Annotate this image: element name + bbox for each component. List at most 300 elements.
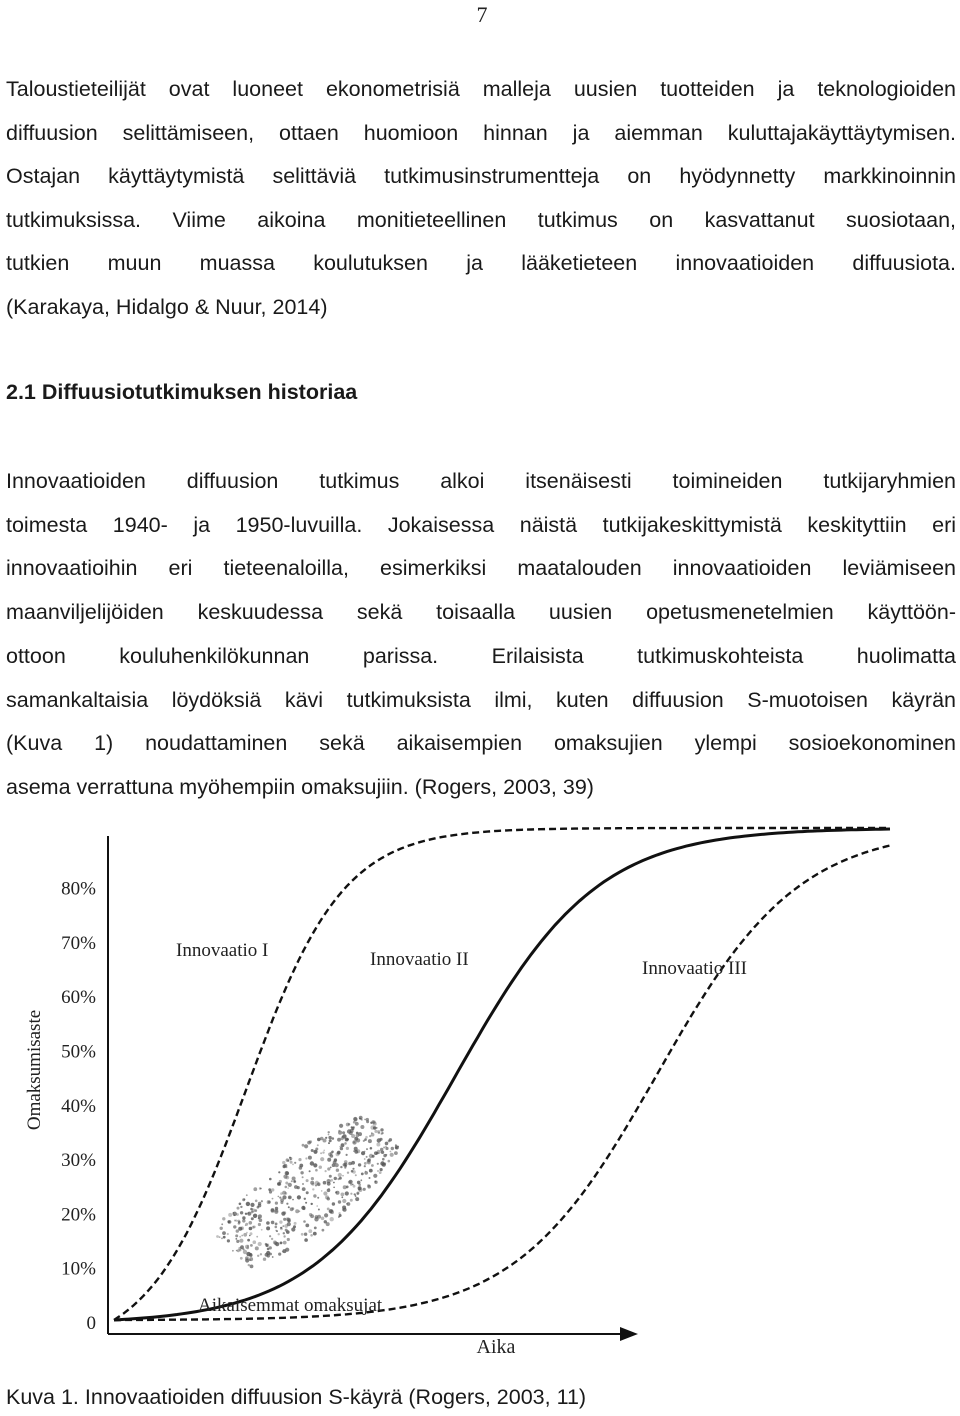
scatter-dot bbox=[325, 1195, 329, 1199]
scatter-dot bbox=[328, 1131, 330, 1133]
x-axis-label: Aika bbox=[476, 1336, 516, 1358]
curves-group bbox=[114, 828, 890, 1320]
scatter-dot bbox=[383, 1154, 386, 1157]
scatter-dot bbox=[280, 1227, 282, 1229]
scatter-dot bbox=[341, 1196, 343, 1198]
scatter-dot bbox=[395, 1144, 397, 1146]
scatter-dot bbox=[348, 1123, 350, 1125]
scatter-dot bbox=[390, 1151, 392, 1153]
y-tick-label: 0 bbox=[86, 1313, 96, 1334]
scatter-dot bbox=[381, 1133, 383, 1135]
scatter-dot bbox=[360, 1125, 364, 1129]
scatter-dot bbox=[272, 1198, 274, 1200]
scatter-dot bbox=[341, 1193, 345, 1197]
scatter-dot bbox=[321, 1217, 325, 1221]
scatter-dot bbox=[327, 1158, 331, 1162]
scatter-dot bbox=[237, 1207, 240, 1210]
scatter-dot bbox=[267, 1200, 271, 1204]
scatter-dot bbox=[347, 1129, 351, 1133]
s-curve-chart bbox=[8, 808, 914, 1372]
scatter-dot bbox=[291, 1180, 293, 1182]
scatter-dot bbox=[278, 1196, 280, 1198]
scatter-dot bbox=[286, 1217, 290, 1221]
scatter-dot bbox=[327, 1189, 331, 1193]
scatter-dot bbox=[335, 1191, 337, 1193]
scatter-dot bbox=[369, 1169, 373, 1173]
scatter-dot bbox=[216, 1235, 219, 1238]
scatter-dot bbox=[268, 1188, 271, 1191]
scatter-dot bbox=[305, 1157, 307, 1159]
y-tick-label: 30% bbox=[61, 1150, 96, 1172]
scatter-dot bbox=[323, 1150, 325, 1152]
scatter-dot bbox=[376, 1143, 380, 1147]
scatter-dot bbox=[302, 1144, 305, 1147]
scatter-dot bbox=[353, 1117, 357, 1121]
scatter-dot bbox=[235, 1238, 237, 1240]
scatter-dot bbox=[263, 1258, 266, 1261]
scatter-dot bbox=[219, 1236, 221, 1238]
text-line: asema verrattuna myöhempiin omaksujiin. (Rogers, 2003, 39) bbox=[6, 774, 594, 799]
scatter-dot bbox=[315, 1185, 317, 1187]
x-axis-arrow-icon bbox=[620, 1327, 638, 1341]
scatter-dot bbox=[322, 1151, 324, 1153]
scatter-dot bbox=[366, 1118, 369, 1121]
scatter-dot bbox=[275, 1207, 278, 1210]
scatter-dot bbox=[365, 1136, 368, 1139]
scatter-dot bbox=[352, 1170, 356, 1174]
paragraph-history bbox=[6, 460, 956, 810]
scatter-dot bbox=[227, 1233, 229, 1235]
scatter-dot bbox=[342, 1199, 346, 1203]
y-tick-label: 80% bbox=[61, 878, 96, 900]
scatter-dot bbox=[285, 1186, 288, 1189]
scatter-dot bbox=[328, 1134, 330, 1136]
scatter-dot bbox=[250, 1208, 253, 1211]
scatter-dot bbox=[250, 1244, 253, 1247]
scatter-dot bbox=[381, 1151, 384, 1154]
scatter-dot bbox=[258, 1214, 262, 1218]
scatter-dot bbox=[331, 1209, 333, 1211]
scatter-dot bbox=[333, 1187, 335, 1189]
scatter-dot bbox=[241, 1235, 243, 1237]
scatter-dot bbox=[250, 1265, 254, 1269]
scatter-dot bbox=[337, 1178, 339, 1180]
curve-1 bbox=[114, 828, 890, 1320]
scatter-dot bbox=[338, 1200, 341, 1203]
scatter-dot bbox=[266, 1226, 270, 1230]
scatter-dot bbox=[282, 1195, 286, 1199]
scatter-dot bbox=[385, 1142, 389, 1146]
scatter-dot bbox=[329, 1139, 332, 1142]
scatter-dot bbox=[346, 1186, 349, 1189]
scatter-dot bbox=[253, 1187, 257, 1191]
scatter-dot bbox=[308, 1229, 312, 1233]
scatter-dot bbox=[325, 1137, 327, 1139]
scatter-dot bbox=[260, 1253, 262, 1255]
scatter-dot bbox=[350, 1199, 353, 1202]
scatter-dot bbox=[292, 1164, 294, 1166]
scatter-dot bbox=[339, 1124, 343, 1128]
scatter-dot bbox=[223, 1236, 226, 1239]
scatter-dot bbox=[239, 1236, 241, 1238]
scatter-dot bbox=[347, 1139, 349, 1141]
scatter-dot bbox=[347, 1172, 349, 1174]
scatter-dot bbox=[388, 1160, 391, 1163]
scatter-dot bbox=[364, 1165, 366, 1167]
scatter-dot bbox=[240, 1206, 242, 1208]
scatter-dot bbox=[323, 1181, 327, 1185]
y-tick-label: 20% bbox=[61, 1204, 96, 1226]
scatter-dot bbox=[278, 1253, 281, 1256]
scatter-dot bbox=[282, 1249, 286, 1253]
scatter-dot bbox=[283, 1235, 285, 1237]
scatter-dot bbox=[255, 1200, 258, 1203]
scatter-dot bbox=[275, 1202, 278, 1205]
scatter-dot bbox=[304, 1144, 308, 1148]
scatter-dot bbox=[366, 1156, 368, 1158]
scatter-dot bbox=[247, 1239, 250, 1242]
scatter-dot bbox=[361, 1119, 363, 1121]
scatter-dot bbox=[290, 1161, 293, 1164]
scatter-dot bbox=[332, 1163, 336, 1167]
scatter-dot bbox=[380, 1128, 383, 1131]
scatter-dot bbox=[377, 1170, 379, 1172]
scatter-dot bbox=[247, 1245, 249, 1247]
scatter-dot bbox=[337, 1151, 341, 1155]
scatter-dot bbox=[313, 1232, 317, 1236]
text-line: innovaatioihin eri tieteenaloilla, esimerkiksi maatalouden innovaatioiden leviämiseen bbox=[6, 556, 956, 581]
scatter-dot bbox=[304, 1198, 306, 1200]
scatter-dot bbox=[245, 1256, 249, 1260]
scatter-dot bbox=[285, 1182, 288, 1185]
scatter-dot bbox=[242, 1216, 245, 1219]
scatter-dot bbox=[380, 1168, 383, 1171]
scatter-dot bbox=[319, 1166, 322, 1169]
scatter-dot bbox=[297, 1195, 301, 1199]
scatter-dot bbox=[249, 1221, 253, 1225]
scatter-dot bbox=[287, 1187, 289, 1189]
scatter-dot bbox=[354, 1193, 356, 1195]
scatter-dot bbox=[391, 1147, 394, 1150]
scatter-dot bbox=[338, 1130, 340, 1132]
scatter-dot bbox=[369, 1135, 371, 1137]
scatter-dot bbox=[353, 1150, 355, 1152]
scatter-dot bbox=[278, 1171, 280, 1173]
scatter-dot bbox=[302, 1187, 306, 1191]
scatter-dot bbox=[303, 1220, 306, 1223]
scatter-dot bbox=[284, 1164, 288, 1168]
scatter-dot bbox=[240, 1226, 244, 1230]
text-line: Taloustieteilijät ovat luoneet ekonometrisiä malleja uusien tuotteiden ja teknologioiden bbox=[6, 77, 956, 101]
scatter-dot bbox=[311, 1177, 314, 1180]
scatter-dot bbox=[255, 1209, 258, 1212]
text-line: ottoon kouluhenkilökunnan parissa. Erilaisista tutkimuskohteista huolimatta bbox=[6, 643, 956, 668]
scatter-dot bbox=[275, 1226, 278, 1229]
scatter-dot bbox=[269, 1235, 271, 1237]
scatter-dot bbox=[328, 1136, 331, 1139]
scatter-dot bbox=[389, 1138, 392, 1141]
scatter-dot bbox=[279, 1197, 281, 1199]
text-line: tutkimuksissa. Viime aikoina monitieteellinen tutkimus on kasvattanut suosiotaan, bbox=[6, 207, 956, 232]
scatter-dot bbox=[373, 1122, 377, 1126]
scatter-dot bbox=[239, 1203, 242, 1206]
scatter-dot bbox=[259, 1218, 263, 1222]
text-line: (Kuva 1) noudattaminen sekä aikaisempien omaksujien ylempi sosioekonominen bbox=[6, 731, 956, 756]
scatter-dot bbox=[258, 1223, 261, 1226]
scatter-dot bbox=[253, 1240, 257, 1244]
scatter-dot bbox=[269, 1246, 272, 1249]
scatter-dot bbox=[394, 1151, 398, 1155]
scatter-dot bbox=[235, 1234, 238, 1237]
scatter-dot bbox=[310, 1214, 314, 1218]
scatter-dot bbox=[228, 1213, 232, 1217]
scatter-dot bbox=[294, 1185, 298, 1189]
scatter-dot bbox=[279, 1220, 282, 1223]
scatter-dot bbox=[221, 1223, 223, 1225]
scatter-dot bbox=[313, 1150, 317, 1154]
scatter-dot bbox=[369, 1154, 373, 1158]
scatter-dot bbox=[290, 1159, 292, 1161]
scatter-dot bbox=[245, 1213, 247, 1215]
scatter-dot bbox=[350, 1193, 352, 1195]
scatter-dot bbox=[311, 1149, 314, 1152]
scatter-dot bbox=[306, 1191, 309, 1194]
scatter-dot bbox=[294, 1162, 296, 1164]
scatter-dot bbox=[301, 1233, 304, 1236]
paragraph-intro bbox=[6, 68, 956, 329]
scatter-dot bbox=[340, 1166, 342, 1168]
scatter-dot bbox=[364, 1119, 366, 1121]
scatter-dot bbox=[395, 1147, 397, 1149]
scatter-dot bbox=[368, 1139, 372, 1143]
scatter-dot bbox=[256, 1236, 258, 1238]
scatter-dot bbox=[302, 1176, 304, 1178]
scatter-dot bbox=[373, 1126, 376, 1129]
scatter-dot bbox=[271, 1209, 275, 1213]
scatter-dot bbox=[257, 1255, 259, 1257]
scatter-dot bbox=[282, 1161, 285, 1164]
scatter-dot bbox=[240, 1211, 243, 1214]
scatter-dot bbox=[351, 1127, 354, 1130]
scatter-dot bbox=[343, 1208, 347, 1212]
scatter-dot bbox=[323, 1191, 327, 1195]
scatter-dot bbox=[276, 1230, 278, 1232]
scatter-dot bbox=[370, 1122, 372, 1124]
y-tick-label: 50% bbox=[61, 1041, 96, 1063]
scatter-dot bbox=[234, 1220, 236, 1222]
scatter-dot bbox=[274, 1210, 278, 1214]
scatter-dot bbox=[352, 1168, 354, 1170]
scatter-dot bbox=[364, 1162, 367, 1165]
curve-2 bbox=[114, 829, 890, 1320]
scatter-dot bbox=[251, 1217, 254, 1220]
scatter-dot bbox=[249, 1257, 253, 1261]
scatter-dot bbox=[341, 1143, 345, 1147]
scatter-dot bbox=[353, 1185, 356, 1188]
scatter-dot bbox=[369, 1177, 371, 1179]
scatter-dot bbox=[257, 1206, 260, 1209]
curve-label-innovaatio-2: Innovaatio II bbox=[370, 949, 469, 970]
scatter-dot bbox=[355, 1197, 359, 1201]
y-tick-label: 40% bbox=[61, 1095, 96, 1117]
s-curve-figure bbox=[8, 808, 914, 1372]
scatter-dot bbox=[252, 1226, 255, 1229]
scatter-dot bbox=[351, 1161, 355, 1165]
scatter-dot bbox=[222, 1217, 225, 1220]
scatter-dot bbox=[282, 1225, 284, 1227]
scatter-dot bbox=[367, 1185, 371, 1189]
scatter-dot bbox=[282, 1191, 286, 1195]
scatter-dot bbox=[342, 1131, 345, 1134]
scatter-dot bbox=[343, 1163, 346, 1166]
scatter-dot bbox=[352, 1140, 356, 1144]
scatter-dot bbox=[311, 1203, 313, 1205]
scatter-dot bbox=[242, 1219, 245, 1222]
scatter-dot bbox=[332, 1137, 335, 1140]
scatter-dot bbox=[365, 1171, 367, 1173]
scatter-dot bbox=[238, 1222, 241, 1225]
scatter-dot bbox=[311, 1183, 314, 1186]
scatter-dot bbox=[299, 1164, 303, 1168]
text-line: tutkien muun muassa koulutuksen ja lääketieteen innovaatioiden diffuusiota. bbox=[6, 251, 956, 275]
scatter-dot bbox=[327, 1182, 331, 1186]
scatter-dot bbox=[255, 1246, 259, 1250]
scatter-dot bbox=[291, 1227, 295, 1231]
scatter-dot bbox=[382, 1158, 385, 1161]
scatter-dot bbox=[258, 1242, 262, 1246]
scatter-dot bbox=[280, 1242, 283, 1245]
scatter-dot bbox=[250, 1232, 253, 1235]
scatter-dot bbox=[247, 1212, 251, 1216]
scatter-dot bbox=[370, 1147, 372, 1149]
page-number: 7 bbox=[476, 2, 488, 27]
scatter-dot bbox=[322, 1229, 325, 1232]
scatter-dot bbox=[283, 1232, 285, 1234]
scatter-dot bbox=[383, 1147, 385, 1149]
scatter-dot bbox=[286, 1230, 290, 1234]
scatter-dot bbox=[304, 1233, 307, 1236]
scatter-dot bbox=[273, 1240, 277, 1244]
y-tick-label: 70% bbox=[61, 932, 96, 954]
scatter-dot bbox=[330, 1217, 334, 1221]
scatter-dot bbox=[269, 1178, 272, 1181]
scatter-dot bbox=[397, 1146, 399, 1148]
scatter-dot bbox=[240, 1257, 243, 1260]
scatter-dot bbox=[357, 1193, 359, 1195]
scatter-dot bbox=[330, 1179, 333, 1182]
figure-caption: Kuva 1. Innovaatioiden diffuusion S-käyrä (Rogers, 2003, 11) bbox=[6, 1385, 587, 1409]
scatter-dot bbox=[361, 1173, 364, 1176]
scatter-dot bbox=[308, 1156, 312, 1160]
scatter-dot bbox=[317, 1197, 319, 1199]
y-axis-label: Omaksumisaste bbox=[24, 1009, 45, 1131]
scatter-dot bbox=[344, 1142, 347, 1145]
scatter-dot bbox=[323, 1139, 327, 1143]
scatter-dot bbox=[367, 1160, 371, 1164]
scatter-dot bbox=[385, 1147, 388, 1150]
scatter-dot bbox=[377, 1138, 381, 1142]
scatter-dot bbox=[227, 1239, 230, 1242]
scatter-dot bbox=[292, 1199, 294, 1201]
y-tick-label: 10% bbox=[61, 1258, 96, 1280]
scatter-dot bbox=[243, 1198, 245, 1200]
scatter-dot bbox=[261, 1229, 263, 1231]
scatter-dot bbox=[294, 1222, 297, 1225]
scatter-dot bbox=[358, 1163, 361, 1166]
scatter-dot bbox=[374, 1130, 377, 1133]
scatter-dot bbox=[288, 1196, 292, 1200]
scatter-dot bbox=[373, 1174, 377, 1178]
scatter-dot bbox=[378, 1132, 381, 1135]
scatter-dot bbox=[236, 1229, 239, 1232]
scatter-dot bbox=[333, 1182, 335, 1184]
scatter-dot bbox=[300, 1171, 303, 1174]
scatter-dot bbox=[253, 1214, 257, 1218]
scatter-dot bbox=[363, 1188, 366, 1191]
scatter-dot bbox=[355, 1122, 359, 1126]
scatter-dot bbox=[317, 1144, 319, 1146]
curve-label-innovaatio-3: Innovaatio III bbox=[642, 958, 747, 979]
scatter-dot bbox=[344, 1167, 346, 1169]
scatter-dot bbox=[272, 1256, 274, 1258]
scatter-dot bbox=[320, 1157, 324, 1161]
curve-3 bbox=[114, 846, 890, 1321]
scatter-dot bbox=[337, 1138, 341, 1142]
scatter-dot bbox=[250, 1255, 252, 1257]
scatter-dot bbox=[336, 1169, 339, 1172]
section-heading: 2.1 Diffuusiotutkimuksen historiaa bbox=[6, 380, 358, 404]
scatter-dot bbox=[330, 1154, 334, 1158]
scatter-dot bbox=[277, 1182, 281, 1186]
scatter-dot bbox=[288, 1206, 290, 1208]
scatter-dot bbox=[325, 1170, 327, 1172]
scatter-dot bbox=[358, 1132, 362, 1136]
scatter-dot bbox=[248, 1264, 250, 1266]
scatter-dot bbox=[360, 1179, 362, 1181]
scatter-dot bbox=[334, 1158, 337, 1161]
text-line: maanviljelijöiden keskuudessa sekä toisaalla uusien opetusmenetelmien käyttöön- bbox=[6, 600, 956, 625]
scatter-dot bbox=[324, 1213, 328, 1217]
scatter-dot bbox=[283, 1241, 287, 1245]
scatter-dot bbox=[288, 1183, 292, 1187]
scatter-dot bbox=[233, 1212, 237, 1216]
scatter-dot bbox=[371, 1164, 374, 1167]
scatter-dot bbox=[379, 1171, 382, 1174]
scatter-dot bbox=[306, 1179, 309, 1182]
scatter-dot bbox=[346, 1154, 348, 1156]
scatter-dot bbox=[371, 1132, 373, 1134]
scatter-dot bbox=[271, 1238, 273, 1240]
scatter-dot bbox=[355, 1174, 357, 1176]
scatter-dot bbox=[354, 1137, 358, 1141]
scatter-dot bbox=[310, 1234, 313, 1237]
scatter-dot bbox=[305, 1224, 309, 1228]
scatter-dot bbox=[315, 1169, 318, 1172]
text-line: (Karakaya, Hidalgo & Nuur, 2014) bbox=[6, 294, 328, 319]
scatter-dot bbox=[246, 1194, 248, 1196]
scatter-dot bbox=[260, 1188, 262, 1190]
scatter-dot bbox=[358, 1188, 362, 1192]
scatter-dot bbox=[364, 1158, 366, 1160]
scatter-dot bbox=[232, 1250, 234, 1252]
scatter-dot bbox=[245, 1225, 247, 1227]
scatter-dot bbox=[351, 1134, 355, 1138]
scatter-dot bbox=[265, 1243, 269, 1247]
scatter-dot bbox=[340, 1147, 343, 1150]
scatter-dot bbox=[309, 1170, 311, 1172]
scatter-dot bbox=[286, 1203, 288, 1205]
scatter-dot bbox=[318, 1209, 320, 1211]
